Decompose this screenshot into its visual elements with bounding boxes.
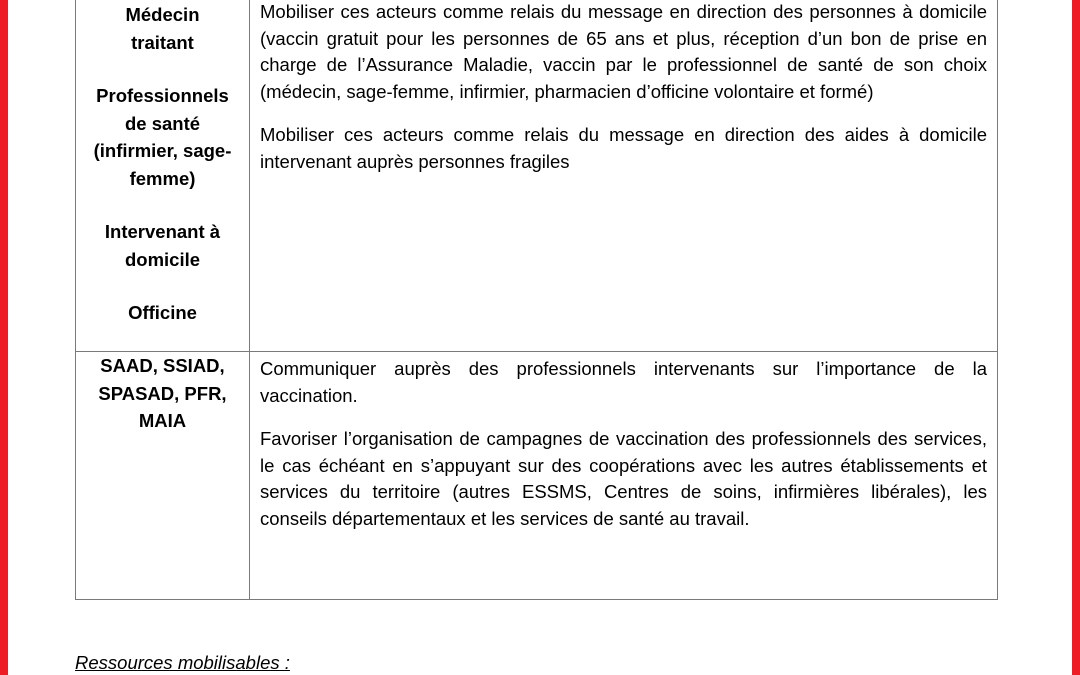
- description-paragraph: Mobiliser ces acteurs comme relais du message en direction des aides à domicile intervenant auprès personnes fragiles: [260, 124, 987, 172]
- actor-line: (infirmier, sage-: [93, 140, 232, 161]
- red-frame-left-border: [0, 0, 8, 675]
- actor-group-services: [76, 352, 249, 435]
- actor-line: SAAD, SSIAD,: [100, 355, 225, 376]
- actor-line: Officine: [128, 302, 197, 323]
- actor-group-medecin: [76, 1, 249, 56]
- actor-line: Médecin: [125, 4, 200, 25]
- actor-line: de santé: [124, 112, 201, 134]
- actor-line: traitant: [131, 31, 194, 53]
- actor-line: SPASAD, PFR,: [98, 382, 227, 404]
- description-paragraph: Favoriser l’organisation de campagnes de vaccination des professionnels des services, le cas échéant en s’appuyant sur des coopérations avec les autres établissements et services du territoire (autres ESSMS, Centres de soins, infirmières libérales), les conseils départementaux et les services de santé au travail.: [260, 428, 987, 529]
- actor-line: Professionnels: [96, 85, 229, 106]
- actors-table: [75, 0, 998, 600]
- description-cell: [250, 0, 998, 352]
- actor-line: Intervenant à: [104, 221, 221, 242]
- description-paragraph: Mobiliser ces acteurs comme relais du message en direction des personnes à domicile (vaccin gratuit pour les personnes de 65 ans et plus, réception d’un bon de prise en charge de l’Assurance Maladie, vaccin par le professionnel de santé de son choix (médecin, sage-femme, infirmier, pharmacien d’officine volontaire et formé): [260, 1, 987, 102]
- red-frame-right-border: [1072, 0, 1080, 675]
- actor-cell: [76, 352, 250, 600]
- table-row: [76, 352, 998, 600]
- description-cell: [250, 352, 998, 600]
- resources-heading: Ressources mobilisables :: [75, 652, 290, 673]
- actor-group-officine: [76, 299, 249, 327]
- description-paragraph: Communiquer auprès des professionnels intervenants sur l’importance de la vaccination.: [260, 358, 987, 406]
- actor-cell: [76, 0, 250, 352]
- table-row: [76, 0, 998, 352]
- actor-group-intervenant: [76, 218, 249, 273]
- actor-group-professionnels: [76, 82, 249, 192]
- actor-line: femme): [129, 167, 196, 189]
- actor-line: MAIA: [138, 410, 187, 431]
- actor-line: domicile: [124, 248, 201, 270]
